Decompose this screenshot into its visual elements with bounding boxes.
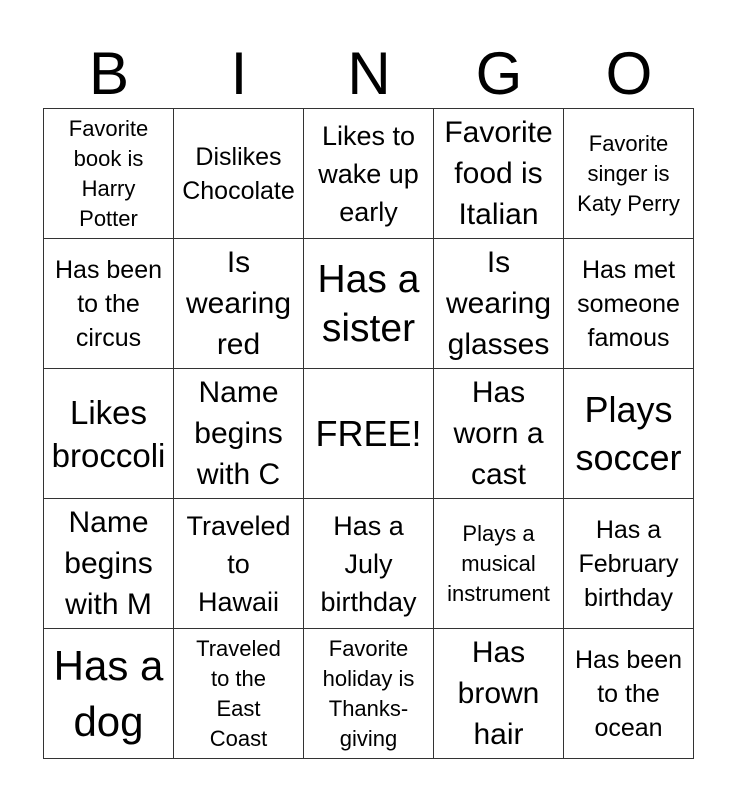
bingo-cell-text: Has a July birthday <box>320 510 417 617</box>
bingo-cell[interactable] <box>44 109 174 239</box>
bingo-cell-text: Name begins with M <box>64 506 153 621</box>
bingo-cell-text: Favorite singer is Katy Perry <box>577 130 680 216</box>
free-space-text: FREE! <box>315 412 422 454</box>
bingo-cell[interactable] <box>44 499 174 629</box>
bingo-cell-text: Likes broccoli <box>51 393 166 474</box>
bingo-cell-text: Has met someone famous <box>577 255 680 352</box>
bingo-cell-text: Dislikes Chocolate <box>182 142 295 205</box>
bingo-cell-text: Favorite food is Italian <box>444 116 553 231</box>
bingo-cell[interactable] <box>304 499 434 629</box>
header-letter-g: G <box>475 40 523 107</box>
bingo-cell[interactable] <box>174 369 304 499</box>
bingo-cell-text: Has a dog <box>53 641 164 745</box>
header-letter-n: N <box>347 40 391 107</box>
bingo-cell-text: Traveled to the East Coast <box>196 635 281 751</box>
bingo-card <box>43 108 694 759</box>
bingo-cell[interactable] <box>174 109 304 239</box>
bingo-cell[interactable] <box>44 369 174 499</box>
bingo-cell-text: Has been to the circus <box>54 255 163 352</box>
bingo-cell-free[interactable] <box>304 369 434 499</box>
header-letter-b: B <box>88 40 130 107</box>
bingo-cell-text: Name begins with C <box>194 376 283 491</box>
bingo-cell[interactable] <box>44 629 174 759</box>
bingo-cell-text: Has a sister <box>317 257 420 350</box>
bingo-cell-text: Has worn a cast <box>453 376 544 491</box>
bingo-cell-text: Has a February birthday <box>578 515 679 612</box>
bingo-cell[interactable] <box>304 109 434 239</box>
header-letter-i: I <box>230 40 248 107</box>
bingo-cell[interactable] <box>174 239 304 369</box>
bingo-cell-text: Favorite book is Harry Potter <box>68 115 149 231</box>
bingo-cell[interactable] <box>564 499 694 629</box>
bingo-cell-text: Has been to the ocean <box>574 645 683 742</box>
bingo-cell-text: Traveled to Hawaii <box>186 510 291 617</box>
bingo-cell[interactable] <box>434 369 564 499</box>
bingo-cell[interactable] <box>434 629 564 759</box>
bingo-cell-text: Is wearing red <box>185 246 292 361</box>
bingo-cell[interactable] <box>44 239 174 369</box>
bingo-cell[interactable] <box>174 629 304 759</box>
bingo-cell[interactable] <box>174 499 304 629</box>
bingo-cell[interactable] <box>434 109 564 239</box>
bingo-cell[interactable] <box>304 239 434 369</box>
bingo-cell-text: Likes to wake up early <box>318 120 419 227</box>
bingo-cell[interactable] <box>434 499 564 629</box>
bingo-cell[interactable] <box>564 109 694 239</box>
bingo-cell[interactable] <box>564 239 694 369</box>
bingo-cell-text: Plays soccer <box>575 388 682 478</box>
bingo-cell[interactable] <box>564 369 694 499</box>
bingo-cell-text: Plays a musical instrument <box>447 520 550 606</box>
bingo-cell[interactable] <box>434 239 564 369</box>
header-letter-o: O <box>605 40 653 107</box>
bingo-header <box>44 40 694 108</box>
bingo-cell[interactable] <box>564 629 694 759</box>
bingo-cell-text: Has brown hair <box>457 636 540 751</box>
bingo-cell-text: Is wearing glasses <box>445 246 552 361</box>
bingo-cell-text: Favorite holiday is Thanks- giving <box>322 635 415 751</box>
bingo-cell[interactable] <box>304 629 434 759</box>
